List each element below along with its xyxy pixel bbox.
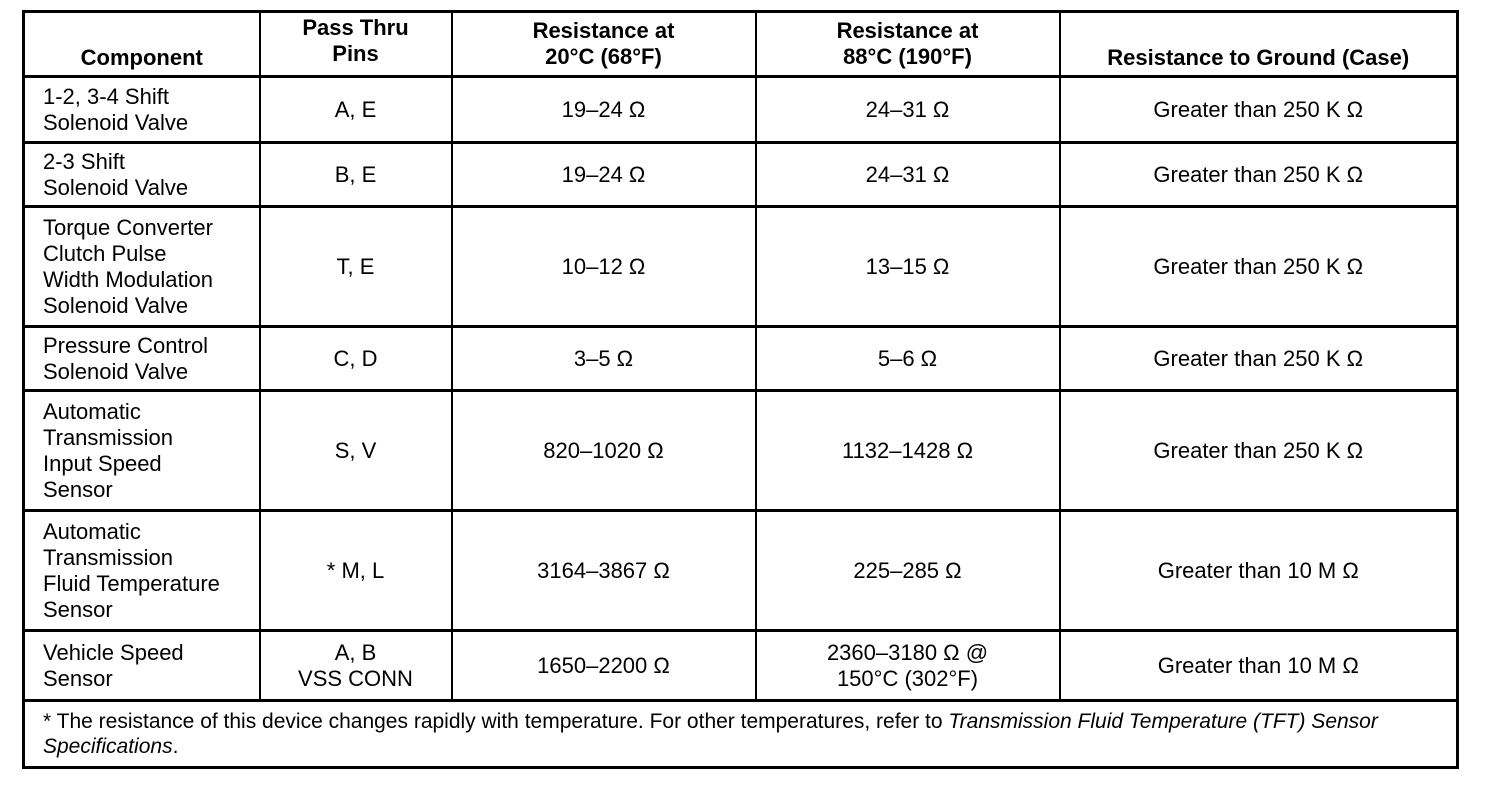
pins-cell bbox=[260, 631, 452, 701]
table-row bbox=[24, 391, 1458, 511]
resistance-88c-cell-line: 24–31 Ω bbox=[865, 161, 950, 187]
pins-cell bbox=[260, 207, 452, 327]
component-cell bbox=[24, 511, 260, 631]
pins-cell-line: A, E bbox=[334, 96, 377, 122]
header-pins-line: Pass Thru bbox=[302, 15, 409, 40]
header-r20-line: 20°C (68°F) bbox=[545, 44, 662, 69]
component-cell bbox=[24, 391, 260, 511]
header-r88-line: Resistance at bbox=[836, 18, 979, 43]
resistance-20c-cell-line: 10–12 Ω bbox=[561, 253, 646, 279]
pins-cell-line: * M, L bbox=[326, 557, 385, 583]
resistance-88c-cell-line: 13–15 Ω bbox=[865, 253, 950, 279]
resistance-88c-cell-line: 24–31 Ω bbox=[865, 96, 950, 122]
resistance-88c-cell bbox=[756, 631, 1060, 701]
resistance-88c-cell-line: 5–6 Ω bbox=[877, 345, 938, 371]
resistance-88c-cell bbox=[756, 77, 1060, 143]
table-row bbox=[24, 207, 1458, 327]
footnote-text: * The resistance of this device changes rapidly with temperature. For other temperatures, refer to bbox=[43, 710, 949, 733]
ground-resistance-cell: Greater than 250 K Ω bbox=[1060, 391, 1458, 511]
header-pass-thru-pins bbox=[260, 12, 452, 77]
resistance-88c-cell bbox=[756, 511, 1060, 631]
header-pins-line: Pins bbox=[332, 41, 379, 66]
component-cell bbox=[24, 327, 260, 391]
component-cell-line: Transmission bbox=[43, 424, 173, 450]
component-cell bbox=[24, 77, 260, 143]
resistance-88c-cell bbox=[756, 391, 1060, 511]
resistance-88c-cell bbox=[756, 143, 1060, 207]
pins-cell-line: A, B bbox=[334, 639, 377, 665]
component-cell-line: Solenoid Valve bbox=[43, 292, 189, 318]
resistance-20c-cell-line: 3164–3867 Ω bbox=[537, 557, 670, 583]
table-row bbox=[24, 631, 1458, 701]
pins-cell-line: VSS CONN bbox=[298, 665, 413, 691]
footnote bbox=[24, 701, 1458, 768]
component-cell bbox=[24, 143, 260, 207]
ground-resistance-cell: Greater than 10 M Ω bbox=[1060, 511, 1458, 631]
resistance-88c-cell-line: 225–285 Ω bbox=[853, 557, 962, 583]
component-cell-line: Vehicle Speed bbox=[43, 639, 184, 665]
component-cell bbox=[24, 631, 260, 701]
resistance-88c-cell-line: 1132–1428 Ω bbox=[841, 437, 974, 463]
component-cell-line: Solenoid Valve bbox=[43, 358, 189, 384]
ground-resistance-cell: Greater than 250 K Ω bbox=[1060, 77, 1458, 143]
component-cell-line: Sensor bbox=[43, 665, 113, 691]
ground-resistance-cell: Greater than 250 K Ω bbox=[1060, 207, 1458, 327]
table-row bbox=[24, 511, 1458, 631]
resistance-20c-cell bbox=[452, 631, 756, 701]
pins-cell bbox=[260, 77, 452, 143]
pins-cell-line: S, V bbox=[334, 437, 377, 463]
component-cell-line: Torque Converter bbox=[43, 214, 213, 240]
table-body bbox=[24, 77, 1458, 701]
pins-cell-line: B, E bbox=[334, 161, 377, 187]
footnote-row bbox=[24, 701, 1458, 768]
header-component: Component bbox=[24, 12, 260, 77]
footnote-reference: Transmission Fluid Temperature (TFT) Sensor Specifications bbox=[43, 710, 1378, 758]
pins-cell bbox=[260, 327, 452, 391]
resistance-20c-cell bbox=[452, 77, 756, 143]
resistance-20c-cell bbox=[452, 511, 756, 631]
resistance-20c-cell-line: 3–5 Ω bbox=[573, 345, 634, 371]
ground-resistance-cell: Greater than 10 M Ω bbox=[1060, 631, 1458, 701]
resistance-20c-cell bbox=[452, 327, 756, 391]
component-cell-line: Width Modulation bbox=[43, 266, 213, 292]
ground-resistance-cell: Greater than 250 K Ω bbox=[1060, 143, 1458, 207]
table-row bbox=[24, 77, 1458, 143]
header-r88-line: 88°C (190°F) bbox=[843, 44, 972, 69]
component-cell-line: Fluid Temperature bbox=[43, 570, 220, 596]
component-cell-line: Automatic bbox=[43, 398, 141, 424]
resistance-20c-cell-line: 1650–2200 Ω bbox=[537, 652, 670, 678]
resistance-88c-cell-line: 150°C (302°F) bbox=[836, 665, 979, 691]
header-resistance-to-ground: Resistance to Ground (Case) bbox=[1060, 12, 1458, 77]
component-cell-line: Sensor bbox=[43, 596, 113, 622]
resistance-20c-cell bbox=[452, 391, 756, 511]
pins-cell bbox=[260, 511, 452, 631]
header-resistance-20c bbox=[452, 12, 756, 77]
resistance-20c-cell bbox=[452, 207, 756, 327]
header-resistance-88c bbox=[756, 12, 1060, 77]
component-cell bbox=[24, 207, 260, 327]
resistance-20c-cell-line: 19–24 Ω bbox=[561, 96, 646, 122]
resistance-20c-cell bbox=[452, 143, 756, 207]
header-row bbox=[24, 12, 1458, 77]
component-cell-line: 1-2, 3-4 Shift bbox=[43, 83, 169, 109]
header-r20-line: Resistance at bbox=[532, 18, 675, 43]
pins-cell-line: C, D bbox=[333, 345, 378, 371]
component-cell-line: Solenoid Valve bbox=[43, 109, 189, 135]
table-row bbox=[24, 327, 1458, 391]
component-cell-line: Clutch Pulse bbox=[43, 240, 167, 266]
resistance-20c-cell-line: 820–1020 Ω bbox=[543, 437, 664, 463]
resistance-88c-cell bbox=[756, 327, 1060, 391]
resistance-88c-cell bbox=[756, 207, 1060, 327]
resistance-88c-cell-line: 2360–3180 Ω @ bbox=[826, 639, 989, 665]
pins-cell bbox=[260, 143, 452, 207]
component-cell-line: Sensor bbox=[43, 476, 113, 502]
component-cell-line: 2-3 Shift bbox=[43, 148, 125, 174]
component-cell-line: Transmission bbox=[43, 544, 173, 570]
component-cell-line: Pressure Control bbox=[43, 332, 209, 358]
table-row bbox=[24, 143, 1458, 207]
footnote-end: . bbox=[172, 735, 179, 758]
ground-resistance-cell: Greater than 250 K Ω bbox=[1060, 327, 1458, 391]
component-cell-line: Automatic bbox=[43, 518, 141, 544]
component-cell-line: Solenoid Valve bbox=[43, 174, 189, 200]
pins-cell bbox=[260, 391, 452, 511]
pins-cell-line: T, E bbox=[336, 253, 375, 279]
component-cell-line: Input Speed bbox=[43, 450, 162, 476]
resistance-20c-cell-line: 19–24 Ω bbox=[561, 161, 646, 187]
resistance-spec-table bbox=[22, 10, 1459, 769]
